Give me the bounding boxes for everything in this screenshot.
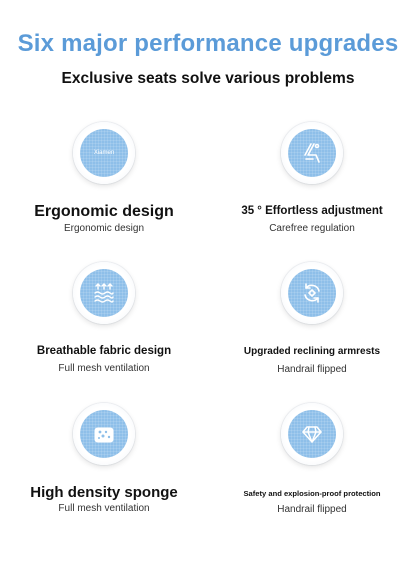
feature-title: Ergonomic design <box>34 203 174 220</box>
brand-badge-text: Xiamen <box>93 150 115 156</box>
feature-description: Carefree regulation <box>269 223 355 234</box>
recline-seat-icon <box>299 140 325 166</box>
feature-title: Safety and explosion-proof protection <box>243 489 381 498</box>
page-subtitle: Exclusive seats solve various problems <box>61 70 355 87</box>
feature-effortless-adjustment <box>208 122 416 262</box>
sponge-icon <box>91 421 117 447</box>
feature-title: 35 ° Effortless adjustment <box>241 205 383 217</box>
rotate-refresh-icon <box>299 280 325 306</box>
feature-title: High density sponge <box>30 484 178 501</box>
feature-high-density-sponge <box>0 403 208 543</box>
feature-description: Full mesh ventilation <box>58 363 150 374</box>
feature-description: Full mesh ventilation <box>58 503 150 514</box>
feature-badge <box>73 403 135 465</box>
diamond-icon <box>299 421 325 447</box>
feature-description: Ergonomic design <box>63 223 145 234</box>
feature-badge <box>281 122 343 184</box>
feature-ergonomic-design <box>0 122 208 262</box>
feature-reclining-armrests <box>208 262 416 402</box>
feature-description: Handrail flipped <box>277 364 347 375</box>
page-title: Six major performance upgrades <box>17 30 399 57</box>
feature-explosion-proof-protection <box>208 403 416 543</box>
feature-description: Handrail flipped <box>277 504 347 515</box>
airflow-waves-icon <box>91 280 117 306</box>
feature-badge <box>73 262 135 324</box>
feature-badge <box>73 122 135 184</box>
feature-badge <box>281 403 343 465</box>
feature-badge <box>281 262 343 324</box>
feature-breathable-fabric <box>0 262 208 402</box>
feature-title: Breathable fabric design <box>36 345 172 357</box>
feature-title: Upgraded reclining armrests <box>243 346 381 357</box>
